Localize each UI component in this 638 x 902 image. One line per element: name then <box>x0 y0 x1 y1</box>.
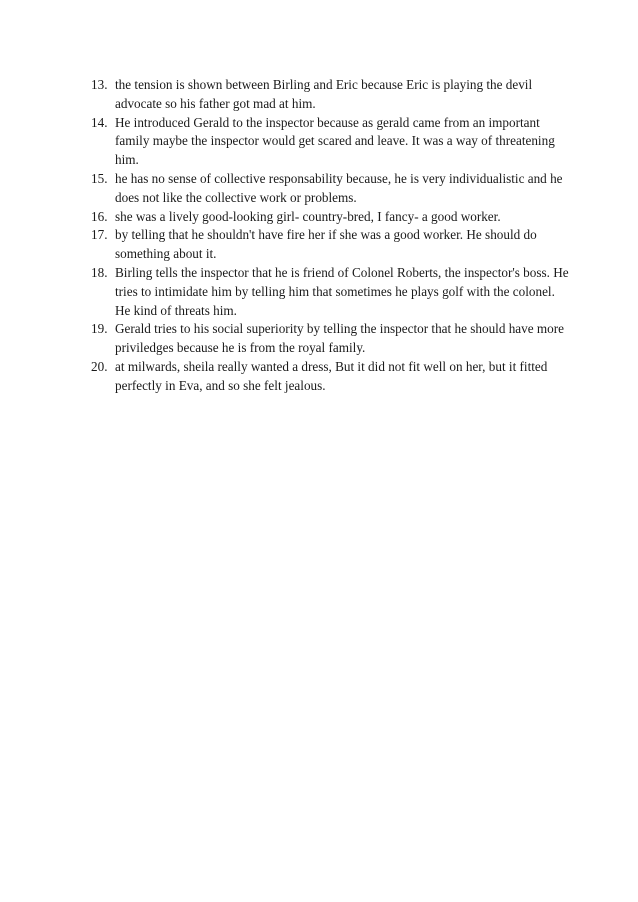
item-text-line: she was a lively good-looking girl- country-bred, I fancy- a good worker. <box>115 208 501 224</box>
list-item-14 <box>91 114 571 170</box>
item-text-line: tries to intimidate him by telling him that sometimes he plays golf with the colonel. <box>115 283 555 299</box>
list-item-20 <box>91 358 571 396</box>
item-number: 13. <box>91 77 108 92</box>
item-text-line: priviledges because he is from the royal family. <box>115 340 366 356</box>
item-text-line: by telling that he shouldn't have fire her if she was a good worker. He should do <box>115 227 537 243</box>
item-text-line: does not like the collective work or problems. <box>115 189 357 205</box>
item-number: 19. <box>91 321 108 337</box>
list-item-16 <box>91 208 571 227</box>
item-number: 18. <box>91 264 108 280</box>
item-text-line: advocate so his father got mad at him. <box>115 95 316 111</box>
item-text-line: he has no sense of collective responsability because, he is very individualistic and he <box>115 170 563 186</box>
item-text <box>115 208 571 227</box>
item-text <box>115 358 571 396</box>
item-text <box>115 114 571 170</box>
item-text-line: Gerald tries to his social superiority by telling the inspector that he should have more <box>115 321 564 337</box>
list-item-18 <box>91 264 571 320</box>
item-text-line: perfectly in Eva, and so she felt jealous. <box>115 377 326 393</box>
item-text-line: He introduced Gerald to the inspector because as gerald came from an important <box>115 114 540 130</box>
list-item-19 <box>91 320 571 358</box>
item-number: 17. <box>91 227 108 243</box>
item-number: 16. <box>91 208 108 224</box>
item-text-line: He kind of threats him. <box>115 302 237 318</box>
list-item-15 <box>91 170 571 208</box>
item-number: 20. <box>91 358 108 374</box>
list-item-17 <box>91 226 571 264</box>
item-text-line: family maybe the inspector would get scared and leave. It was a way of threatening <box>115 133 555 149</box>
item-text <box>115 76 571 114</box>
item-text-line: Birling tells the inspector that he is friend of Colonel Roberts, the inspector's boss. He <box>115 264 569 280</box>
answer-list <box>91 76 571 396</box>
item-text <box>115 226 571 264</box>
item-text-line: him. <box>115 152 139 168</box>
item-text-line: at milwards, sheila really wanted a dress, But it did not fit well on her, but it fitted <box>115 358 548 374</box>
item-number: 15. <box>91 170 108 186</box>
item-text-line: something about it. <box>115 246 217 262</box>
list-item-13 <box>91 76 571 114</box>
item-text-line: the tension is shown between Birling and Eric because Eric is playing the devil <box>115 77 533 92</box>
item-text <box>115 264 571 320</box>
item-number: 14. <box>91 114 108 130</box>
item-text <box>115 320 571 358</box>
item-text <box>115 170 571 208</box>
